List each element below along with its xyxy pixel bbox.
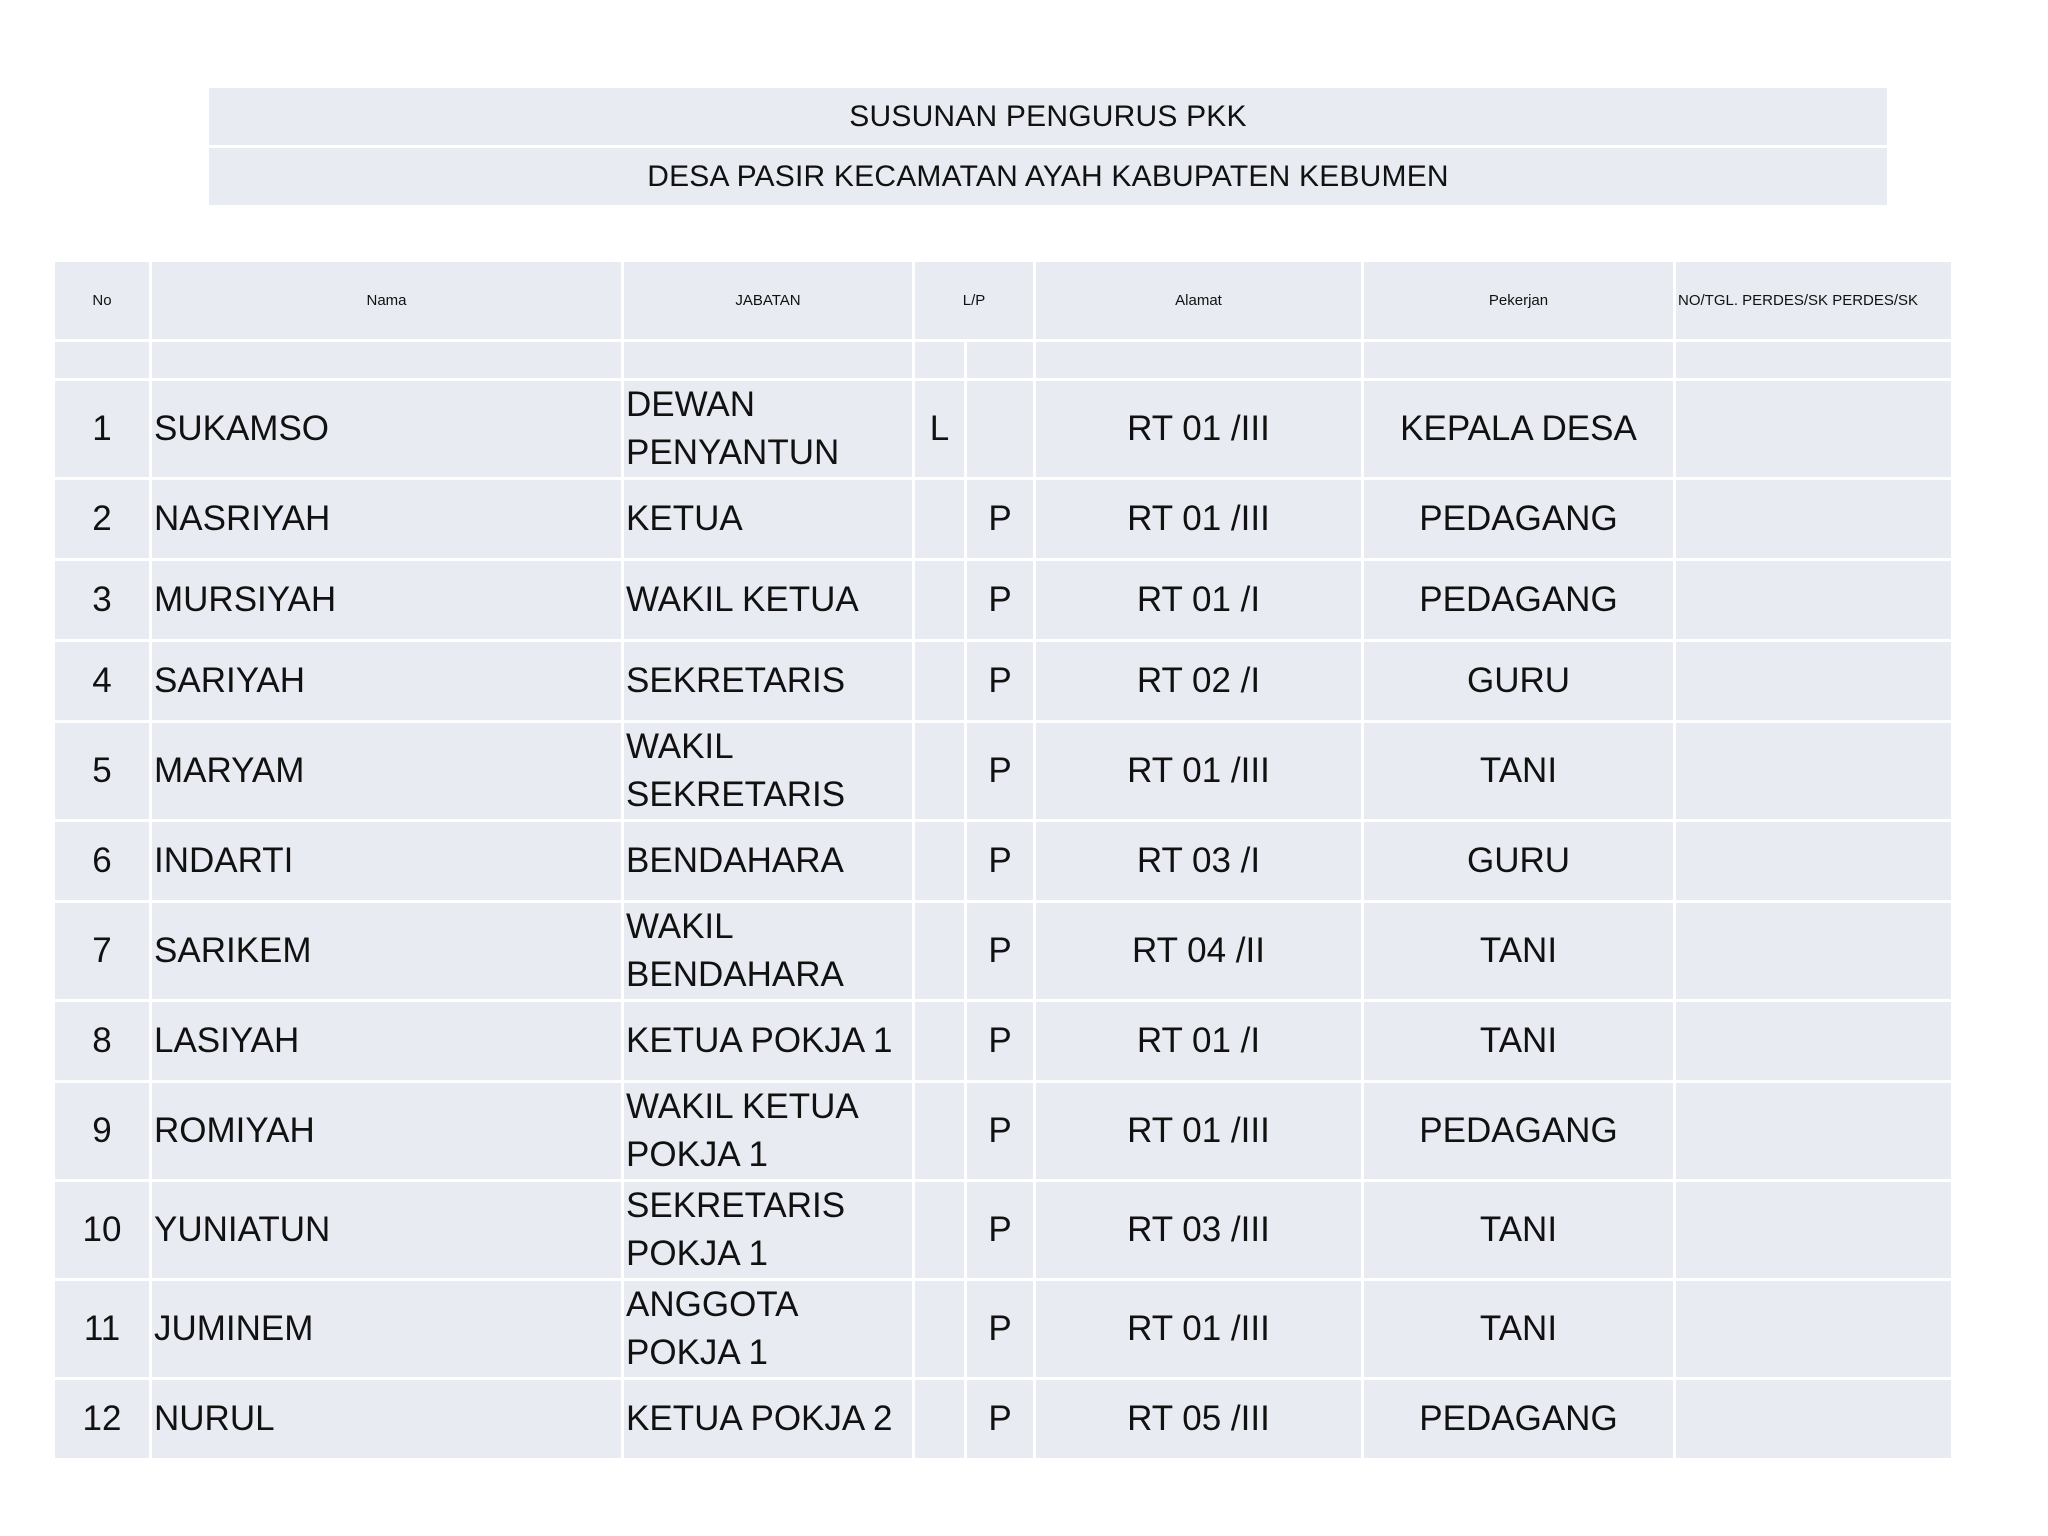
cell-nama: INDARTI bbox=[152, 822, 621, 900]
cell-alamat: RT 04 /II bbox=[1036, 903, 1361, 999]
cell-no: 3 bbox=[55, 561, 149, 639]
cell-no: 5 bbox=[55, 723, 149, 819]
table-row bbox=[55, 1083, 1951, 1179]
cell-no: 10 bbox=[55, 1182, 149, 1278]
table-subheader-row bbox=[55, 342, 1951, 378]
cell-no: 9 bbox=[55, 1083, 149, 1179]
cell-perdes bbox=[1676, 723, 1951, 819]
cell-l bbox=[915, 1182, 964, 1278]
table-row bbox=[55, 381, 1951, 477]
cell-no: 2 bbox=[55, 480, 149, 558]
cell-alamat: RT 01 /III bbox=[1036, 1083, 1361, 1179]
cell-alamat: RT 01 /I bbox=[1036, 561, 1361, 639]
cell-nama: SUKAMSO bbox=[152, 381, 621, 477]
cell-jabatan: KETUA bbox=[624, 480, 912, 558]
cell-l bbox=[915, 903, 964, 999]
cell-l bbox=[915, 1083, 964, 1179]
cell-l bbox=[915, 723, 964, 819]
cell-p: P bbox=[967, 1002, 1033, 1080]
cell-l bbox=[915, 561, 964, 639]
document-subtitle: DESA PASIR KECAMATAN AYAH KABUPATEN KEBUMEN bbox=[209, 148, 1887, 205]
table-row bbox=[55, 822, 1951, 900]
empty-cell bbox=[1036, 342, 1361, 378]
cell-nama: MARYAM bbox=[152, 723, 621, 819]
table-row bbox=[55, 642, 1951, 720]
cell-pekerjaan: GURU bbox=[1364, 822, 1673, 900]
cell-p: P bbox=[967, 642, 1033, 720]
cell-l bbox=[915, 822, 964, 900]
empty-cell bbox=[915, 342, 964, 378]
column-header-lp: L/P bbox=[915, 262, 1033, 339]
table-header-row bbox=[55, 262, 1951, 339]
cell-p: P bbox=[967, 822, 1033, 900]
cell-l bbox=[915, 1281, 964, 1377]
cell-p: P bbox=[967, 1182, 1033, 1278]
cell-p bbox=[967, 381, 1033, 477]
cell-pekerjaan: TANI bbox=[1364, 1182, 1673, 1278]
column-header-jabatan: JABATAN bbox=[624, 262, 912, 339]
table-row bbox=[55, 561, 1951, 639]
cell-no: 4 bbox=[55, 642, 149, 720]
cell-alamat: RT 05 /III bbox=[1036, 1380, 1361, 1458]
cell-alamat: RT 02 /I bbox=[1036, 642, 1361, 720]
cell-nama: YUNIATUN bbox=[152, 1182, 621, 1278]
cell-p: P bbox=[967, 1281, 1033, 1377]
cell-perdes bbox=[1676, 822, 1951, 900]
cell-alamat: RT 01 /III bbox=[1036, 480, 1361, 558]
cell-alamat: RT 01 /I bbox=[1036, 1002, 1361, 1080]
cell-jabatan: ANGGOTA POKJA 1 bbox=[624, 1281, 912, 1377]
cell-jabatan: DEWAN PENYANTUN bbox=[624, 381, 912, 477]
cell-l bbox=[915, 480, 964, 558]
table-row bbox=[55, 723, 1951, 819]
cell-no: 6 bbox=[55, 822, 149, 900]
cell-nama: NASRIYAH bbox=[152, 480, 621, 558]
cell-perdes bbox=[1676, 381, 1951, 477]
cell-nama: ROMIYAH bbox=[152, 1083, 621, 1179]
pengurus-table bbox=[52, 259, 1954, 1461]
cell-nama: MURSIYAH bbox=[152, 561, 621, 639]
table-row bbox=[55, 480, 1951, 558]
cell-jabatan: WAKIL KETUA bbox=[624, 561, 912, 639]
cell-perdes bbox=[1676, 480, 1951, 558]
column-header-alamat: Alamat bbox=[1036, 262, 1361, 339]
table-row bbox=[55, 1182, 1951, 1278]
cell-jabatan: WAKIL BENDAHARA bbox=[624, 903, 912, 999]
cell-pekerjaan: PEDAGANG bbox=[1364, 1083, 1673, 1179]
cell-no: 7 bbox=[55, 903, 149, 999]
cell-no: 12 bbox=[55, 1380, 149, 1458]
column-header-nama: Nama bbox=[152, 262, 621, 339]
cell-pekerjaan: GURU bbox=[1364, 642, 1673, 720]
cell-alamat: RT 01 /III bbox=[1036, 381, 1361, 477]
empty-cell bbox=[624, 342, 912, 378]
cell-pekerjaan: KEPALA DESA bbox=[1364, 381, 1673, 477]
cell-perdes bbox=[1676, 1380, 1951, 1458]
empty-cell bbox=[152, 342, 621, 378]
cell-p: P bbox=[967, 561, 1033, 639]
cell-pekerjaan: PEDAGANG bbox=[1364, 480, 1673, 558]
table-row bbox=[55, 903, 1951, 999]
cell-l bbox=[915, 642, 964, 720]
cell-jabatan: SEKRETARIS POKJA 1 bbox=[624, 1182, 912, 1278]
cell-p: P bbox=[967, 1083, 1033, 1179]
cell-jabatan: WAKIL KETUA POKJA 1 bbox=[624, 1083, 912, 1179]
cell-no: 8 bbox=[55, 1002, 149, 1080]
cell-perdes bbox=[1676, 903, 1951, 999]
cell-pekerjaan: PEDAGANG bbox=[1364, 1380, 1673, 1458]
document-header bbox=[209, 88, 1887, 205]
table-row bbox=[55, 1002, 1951, 1080]
cell-nama: NURUL bbox=[152, 1380, 621, 1458]
cell-perdes bbox=[1676, 1182, 1951, 1278]
cell-perdes bbox=[1676, 561, 1951, 639]
cell-alamat: RT 01 /III bbox=[1036, 1281, 1361, 1377]
cell-no: 11 bbox=[55, 1281, 149, 1377]
empty-cell bbox=[55, 342, 149, 378]
cell-l bbox=[915, 1002, 964, 1080]
cell-l: L bbox=[915, 381, 964, 477]
cell-l bbox=[915, 1380, 964, 1458]
cell-alamat: RT 03 /III bbox=[1036, 1182, 1361, 1278]
cell-alamat: RT 03 /I bbox=[1036, 822, 1361, 900]
cell-pekerjaan: TANI bbox=[1364, 903, 1673, 999]
cell-pekerjaan: TANI bbox=[1364, 1281, 1673, 1377]
empty-cell bbox=[1364, 342, 1673, 378]
column-header-perdes: NO/TGL. PERDES/SK PERDES/SK bbox=[1676, 262, 1951, 339]
table-row bbox=[55, 1281, 1951, 1377]
cell-p: P bbox=[967, 903, 1033, 999]
cell-jabatan: WAKIL SEKRETARIS bbox=[624, 723, 912, 819]
cell-perdes bbox=[1676, 1281, 1951, 1377]
cell-nama: SARIKEM bbox=[152, 903, 621, 999]
cell-perdes bbox=[1676, 1002, 1951, 1080]
cell-jabatan: KETUA POKJA 1 bbox=[624, 1002, 912, 1080]
table-row bbox=[55, 1380, 1951, 1458]
column-header-pekerjaan: Pekerjan bbox=[1364, 262, 1673, 339]
cell-jabatan: SEKRETARIS bbox=[624, 642, 912, 720]
cell-nama: JUMINEM bbox=[152, 1281, 621, 1377]
cell-jabatan: KETUA POKJA 2 bbox=[624, 1380, 912, 1458]
empty-cell bbox=[967, 342, 1033, 378]
document-title: SUSUNAN PENGURUS PKK bbox=[209, 88, 1887, 145]
cell-alamat: RT 01 /III bbox=[1036, 723, 1361, 819]
cell-p: P bbox=[967, 480, 1033, 558]
cell-jabatan: BENDAHARA bbox=[624, 822, 912, 900]
cell-nama: LASIYAH bbox=[152, 1002, 621, 1080]
cell-p: P bbox=[967, 723, 1033, 819]
cell-pekerjaan: PEDAGANG bbox=[1364, 561, 1673, 639]
cell-pekerjaan: TANI bbox=[1364, 723, 1673, 819]
cell-perdes bbox=[1676, 642, 1951, 720]
empty-cell bbox=[1676, 342, 1951, 378]
cell-nama: SARIYAH bbox=[152, 642, 621, 720]
cell-no: 1 bbox=[55, 381, 149, 477]
cell-pekerjaan: TANI bbox=[1364, 1002, 1673, 1080]
column-header-no: No bbox=[55, 262, 149, 339]
cell-p: P bbox=[967, 1380, 1033, 1458]
cell-perdes bbox=[1676, 1083, 1951, 1179]
